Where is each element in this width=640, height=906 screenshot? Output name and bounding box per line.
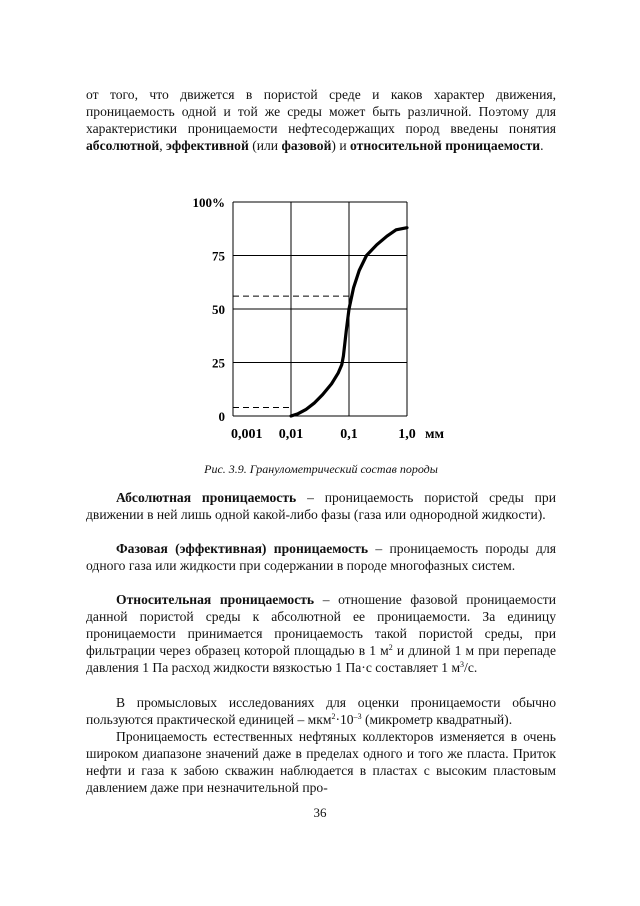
x-tick-label: 0,1 [340, 427, 358, 442]
y-tick-label: 100% [192, 195, 225, 210]
term-relative: относительной проницаемости [350, 138, 541, 153]
definition-phase: Фазовая (эффективная) проницаемость – проницаемость породы для одного газа или жидкости при содержании в породе многофазных систем. [86, 541, 556, 573]
y-tick-label: 75 [212, 248, 225, 264]
x-tick-label: 1,0 [398, 427, 416, 442]
term-phase: фазовой [281, 138, 332, 153]
page-number: 36 [313, 805, 327, 820]
definition-absolute: Абсолютная проницаемость – проницаемость пористой среды при движении в ней лишь одной какой-либо фазы (газа или однородной жидкости). [86, 490, 556, 522]
granulometric-chart [170, 188, 470, 452]
x-tick-label: 0,01 [278, 427, 304, 442]
y-tick-label: 50 [212, 302, 225, 317]
definition-relative: Относительная проницаемость – отношение фазовой проницаемости данной пористой среды к абсолютной ее проницаемости. За единицу проницаемости принимается проницаемость такой пористой среды, при фильтрации через образец которой площадью в 1 $м^2$ и длиной 1 м при перепаде давления 1 Па расход жидкости вязкостью 1 Па·с составляет 1 $м^3/с$. [86, 592, 556, 675]
figure-caption: Рис. 3.9. Гранулометрический состав породы [204, 462, 438, 476]
term-effective: эффективной [166, 138, 249, 153]
x-tick-label: 0,001 [231, 427, 263, 442]
chart-x-ticks [231, 427, 416, 442]
chart-x-unit: мм [425, 427, 445, 442]
y-tick-label: 0 [218, 409, 225, 424]
term-absolute: абсолютной [86, 138, 160, 153]
permeability-paragraph: Проницаемость естественных нефтяных коллекторов изменяется в очень широком диапазоне значений даже в пределах одного и того же пласта. Приток нефти и газа к забою скважин наблюдается в пластах с высоким пластовым давлением даже при незначительной про- [86, 729, 556, 795]
chart-grid [233, 202, 407, 416]
intro-paragraph: от того, что движется в пористой среде и каков характер движения, проницаемость одной и той же среды может быть различной. Поэтому для характеристики проницаемости нефтесодержащих пород введены понятия абсолютной, эффективной (или фазовой) и относительной проницаемости. [86, 87, 556, 153]
chart-y-ticks [193, 195, 226, 424]
units-paragraph: В промысловых исследованиях для оценки проницаемости обычно пользуются практической единицей – $мкм^2\cdot 10^{-3}$ (микрометр квадратный). [86, 695, 556, 727]
y-tick-label: 25 [212, 355, 225, 371]
